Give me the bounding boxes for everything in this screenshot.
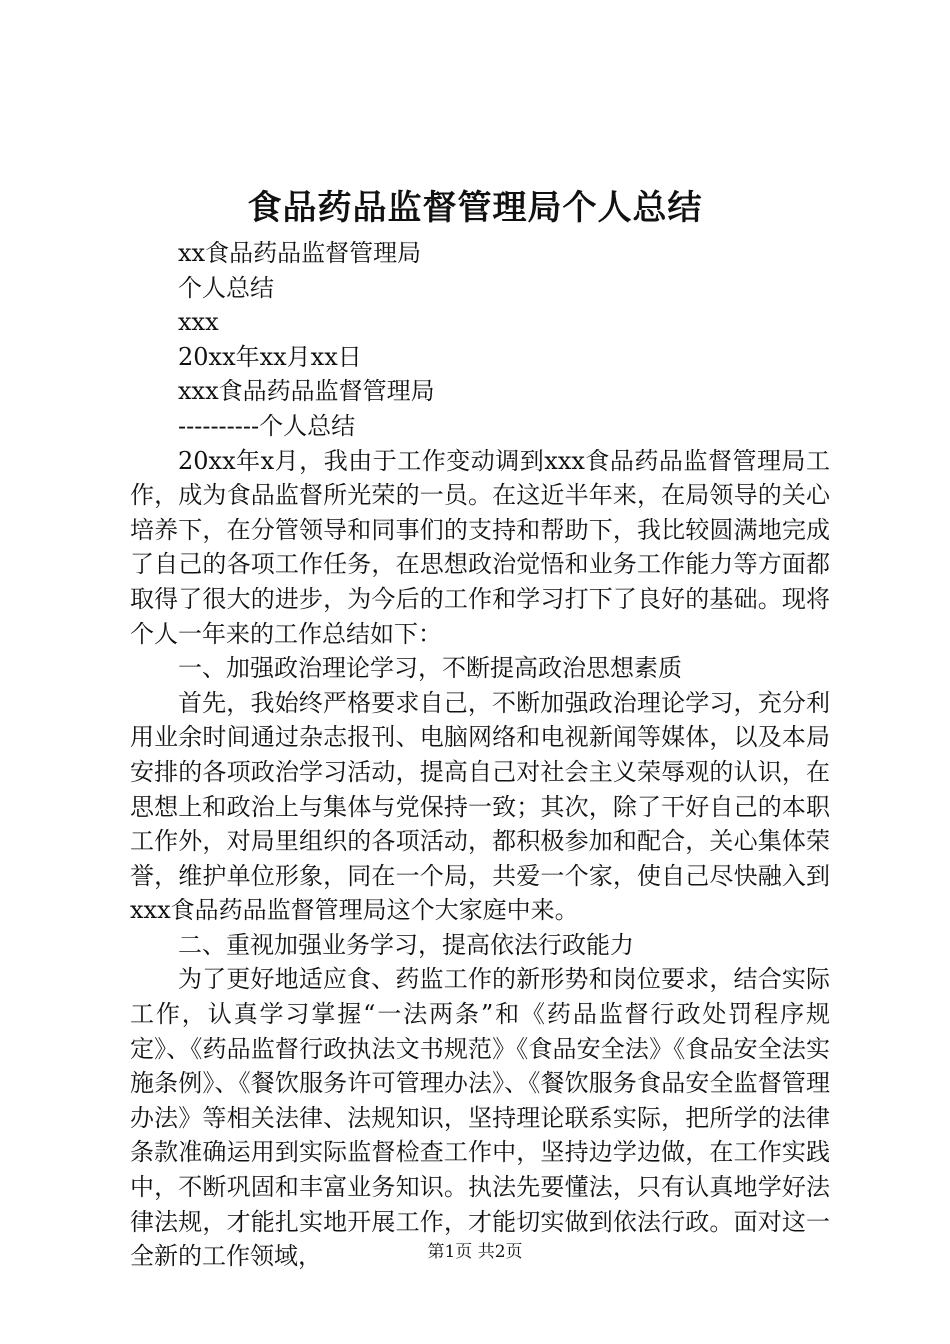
section-heading-1: 一、加强政治理论学习，不断提高政治思想素质 bbox=[178, 654, 682, 683]
page-footer: 第1页 共2页 bbox=[427, 1242, 523, 1262]
paragraph-intro: 20xx年x月，我由于工作变动调到xxx食品药品监督管理局工作，成为食品监督所光荣的一员。在这近半年来，在局领导的关心培养下，在分管领导和同事们的支持和帮助下，我比较圆满地完成了自己的各项工作任务，在思想政治觉悟和业务工作能力等方面都取得了很大的进步，为今后的工作和学习打下了良好的基础。现将个人一年来的工作总结如下： bbox=[130, 446, 830, 648]
header-line-org: xx食品药品监督管理局 bbox=[178, 239, 422, 267]
header-line-author: xxx bbox=[178, 308, 219, 337]
header-line-org-2: xxx食品药品监督管理局 bbox=[178, 377, 435, 406]
header-line-subtitle: 个人总结 bbox=[178, 273, 274, 302]
document-title: 食品药品监督管理局个人总结 bbox=[247, 188, 703, 228]
document-body bbox=[130, 236, 830, 1274]
header-line-date: 20xx年xx月xx日 bbox=[178, 342, 362, 371]
section-heading-2: 二、重视加强业务学习，提高依法行政能力 bbox=[178, 930, 634, 959]
paragraph-section-1: 首先，我始终严格要求自己，不断加强政治理论学习，充分利用业余时间通过杂志报刊、电脑网络和电视新闻等媒体，以及本局安排的各项政治学习活动，提高自己对社会主义荣辱观的认识，在思想上和政治上与集体与党保持一致；其次，除了干好自己的本职工作外，对局里组织的各项活动，都积极参加和配合，关心集体荣誉，维护单位形象，同在一个局，共爱一个家，使自己尽快融入到xxx食品药品监督管理局这个大家庭中来。 bbox=[130, 688, 830, 925]
paragraph-section-2: 为了更好地适应食、药监工作的新形势和岗位要求，结合实际工作，认真学习掌握“一法两条”和《药品监督行政处罚程序规定》、《药品监督行政执法文书规范》《食品安全法》《食品安全法实施条例》、《餐饮服务许可管理办法》、《餐饮服务食品安全监督管理办法》等相关法律、法规知识，坚持理论联系实际，把所学的法律条款准确运用到实际监督检查工作中，坚持边学边做，在工作实践中，不断巩固和丰富业务知识。执法先要懂法，只有认真地学好法律法规，才能扎实地开展工作，才能切实做到依法行政。面对这一全新的工作领域， bbox=[130, 965, 830, 1271]
header-line-divider: ----------个人总结 bbox=[178, 411, 356, 440]
